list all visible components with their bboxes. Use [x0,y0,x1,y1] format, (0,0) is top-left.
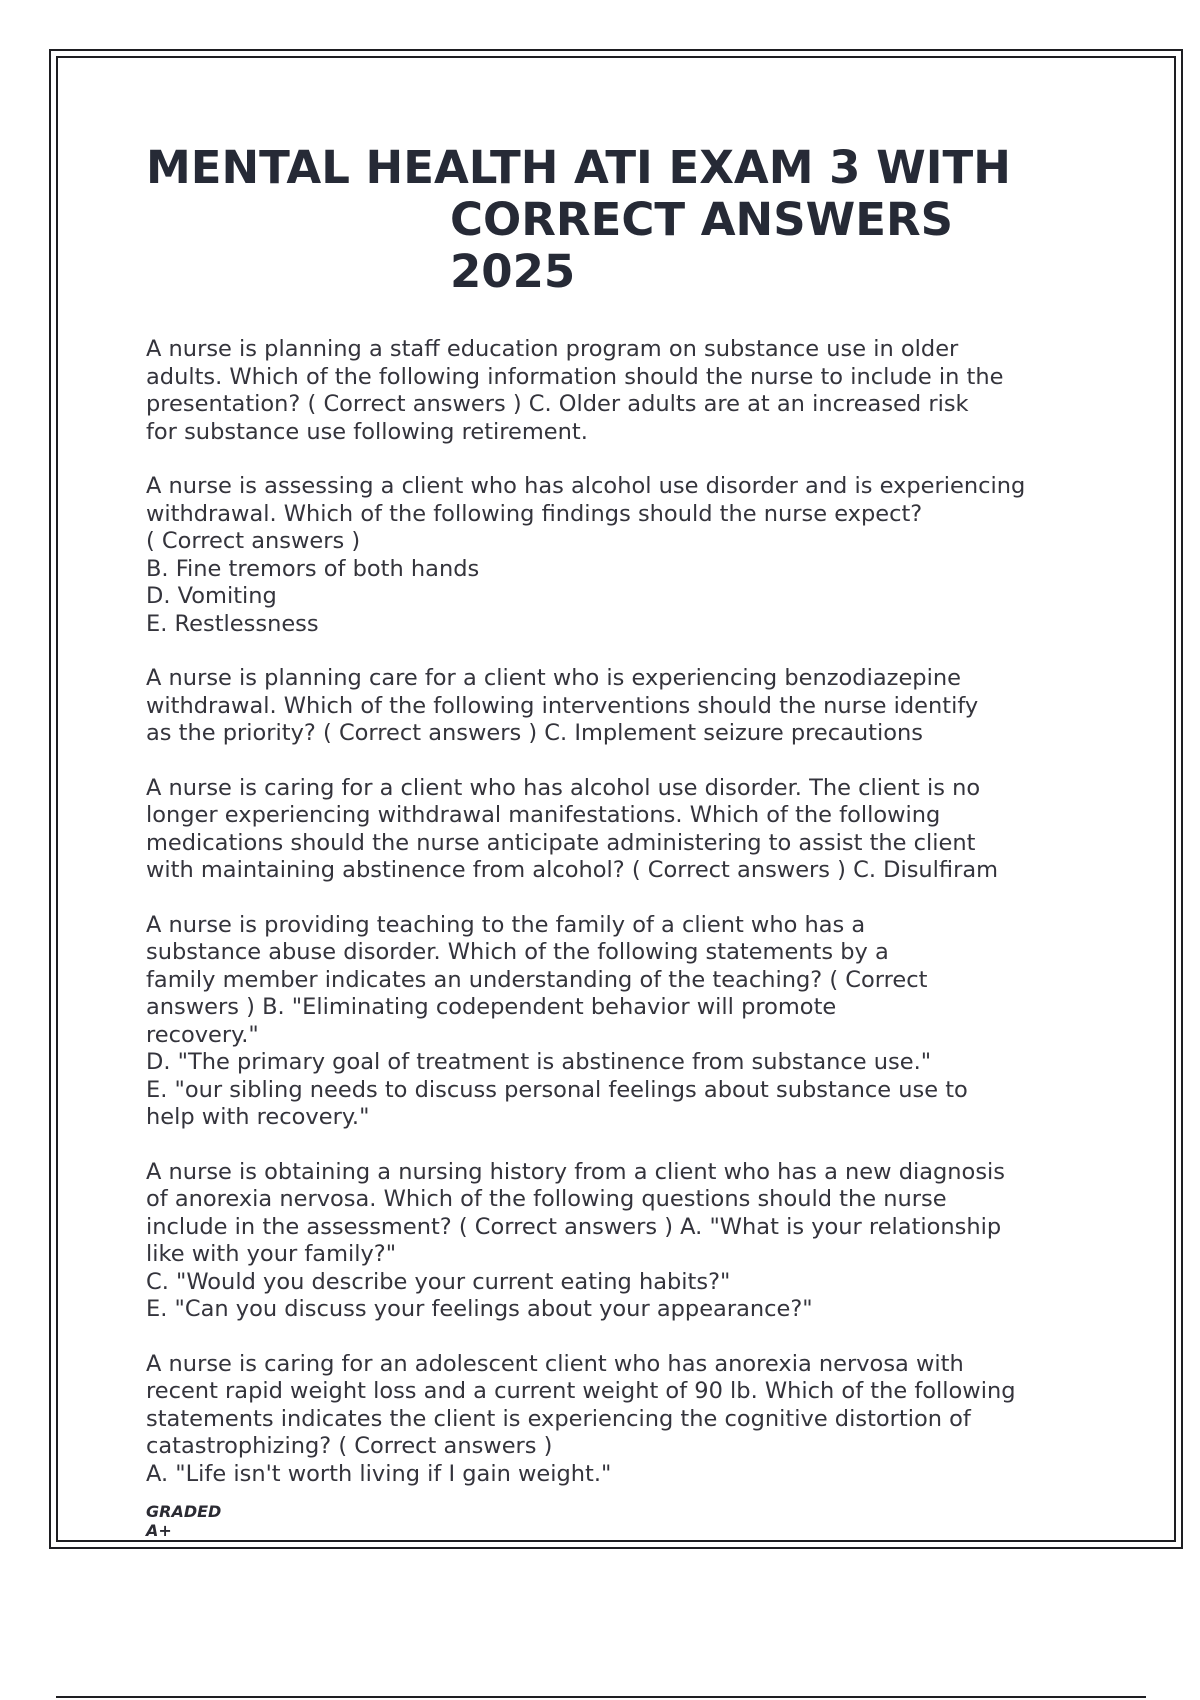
text-line: substance abuse disorder. Which of the following statements by a [146,939,889,965]
text-line: answers ) B. "Eliminating codependent behavior will promote [146,994,837,1020]
question-block-6 [146,1159,1106,1324]
text-line: for substance use following retirement. [146,418,588,445]
question-list [146,336,1106,1515]
text-line: with maintaining abstinence from alcohol? ( Correct answers ) C. Disulfiram [146,857,999,883]
document-title [146,142,1046,298]
text-line: of anorexia nervosa. Which of the following questions should the nurse [146,1186,947,1212]
text-line: A nurse is obtaining a nursing history from a client who has a new diagnosis [146,1158,1006,1185]
text-line: presentation? ( Correct answers ) C. Older adults are at an increased risk [146,391,969,417]
text-line: withdrawal. Which of the following findings should the nurse expect? [146,500,923,527]
text-line: recovery." [146,1021,259,1048]
answer-line: E. "our sibling needs to discuss personal feelings about substance use to [146,1076,968,1103]
answer-line: D. Vomiting [146,583,277,609]
title-line-1: MENTAL HEALTH ATI EXAM 3 WITH [146,141,1011,194]
text-line: ( Correct answers ) [146,528,361,554]
answer-line: E. Restlessness [146,610,319,637]
text-line: catastrophizing? ( Correct answers ) [146,1433,553,1459]
answer-line: help with recovery." [146,1104,370,1130]
text-line: A nurse is planning care for a client who is experiencing benzodiazepine [146,665,961,691]
title-line-2: CORRECT ANSWERS [450,193,954,246]
question-block-1 [146,336,1106,446]
text-line: withdrawal. Which of the following interventions should the nurse identify [146,692,979,719]
question-block-5 [146,912,1106,1132]
text-line: include in the assessment? ( Correct answers ) A. "What is your relationship [146,1213,1002,1240]
answer-line: B. Fine tremors of both hands [146,555,480,582]
question-block-3 [146,665,1106,748]
text-line: A nurse is caring for a client who has alcohol use disorder. The client is no [146,774,981,801]
text-line: like with your family?" [146,1241,397,1267]
grade-value: A+ [146,1521,172,1540]
question-block-7 [146,1351,1106,1489]
text-line: adults. Which of the following information should the nurse to include in the [146,363,1004,390]
question-block-4 [146,775,1106,885]
text-line: A nurse is planning a staff education program on substance use in older [146,336,959,362]
text-line: medications should the nurse anticipate administering to assist the client [146,829,976,856]
graded-label: GRADED [146,1502,222,1521]
text-line: recent rapid weight loss and a current weight of 90 lb. Which of the following [146,1378,1016,1404]
graded-stamp [146,1502,221,1540]
footer-rule [56,1696,1146,1698]
text-line: longer experiencing withdrawal manifestations. Which of the following [146,802,941,828]
answer-line: C. "Would you describe your current eating habits?" [146,1268,731,1295]
question-block-2 [146,473,1106,638]
answer-line: D. "The primary goal of treatment is abstinence from substance use." [146,1049,932,1075]
answer-line: E. "Can you discuss your feelings about your appearance?" [146,1296,813,1322]
text-line: A nurse is providing teaching to the family of a client who has a [146,911,866,938]
text-line: as the priority? ( Correct answers ) C. Implement seizure precautions [146,720,923,746]
text-line: statements indicates the client is experiencing the cognitive distortion of [146,1405,971,1432]
answer-line: A. "Life isn't worth living if I gain weight." [146,1460,612,1487]
text-line: family member indicates an understanding of the teaching? ( Correct [146,966,928,993]
title-line-3: 2025 [450,245,576,298]
text-line: A nurse is assessing a client who has alcohol use disorder and is experiencing [146,473,1026,499]
text-line: A nurse is caring for an adolescent client who has anorexia nervosa with [146,1350,964,1377]
